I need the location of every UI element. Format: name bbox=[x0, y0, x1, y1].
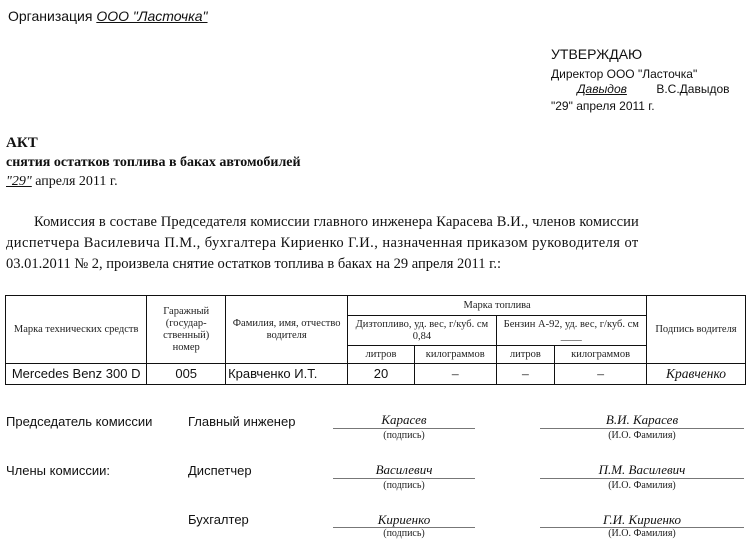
member2-name-caption: (И.О. Фамилия) bbox=[608, 528, 676, 539]
chair-name-caption: (И.О. Фамилия) bbox=[608, 430, 676, 441]
act-date bbox=[6, 174, 118, 190]
approval-signature: Давыдов bbox=[577, 82, 627, 96]
member1-position: Диспетчер bbox=[188, 463, 252, 478]
header-petrol-liters: литров bbox=[496, 346, 555, 364]
member2-signature-caption: (подпись) bbox=[383, 528, 425, 539]
body-text-line-2: диспетчера Василевича П.М., бухгалтера Кириенко Г.И., назначенная приказом руководителя от bbox=[6, 235, 639, 251]
member1-signature-line bbox=[333, 478, 475, 479]
header-diesel-kg: килограммов bbox=[414, 346, 496, 364]
member2-position: Бухгалтер bbox=[188, 512, 249, 527]
member1-signature-caption: (подпись) bbox=[383, 480, 425, 491]
header-petrol bbox=[496, 316, 646, 346]
cell-diesel-liters: 20 bbox=[348, 364, 415, 385]
chair-signature-caption: (подпись) bbox=[383, 430, 425, 441]
cell-diesel-kg: – bbox=[414, 364, 496, 385]
cell-garage: 005 bbox=[147, 364, 226, 385]
cell-petrol-liters: – bbox=[496, 364, 555, 385]
organization-label: Организация bbox=[8, 8, 93, 24]
chair-name: В.И. Карасев bbox=[605, 412, 679, 427]
member2-signature: Кириенко bbox=[377, 512, 431, 527]
organization-line bbox=[8, 8, 208, 24]
approval-signature-line bbox=[551, 82, 730, 96]
header-driver: Фамилия, имя, отчество водителя bbox=[226, 296, 348, 364]
body-text-line-1: Комиссия в составе Председателя комиссии главного инженера Карасева В.И., членов комиссии bbox=[34, 214, 639, 230]
member1-name: П.М. Василевич bbox=[598, 462, 686, 477]
act-date-day: "29" bbox=[6, 174, 32, 189]
member1-name-line bbox=[540, 478, 744, 479]
cell-driver: Кравченко И.Т. bbox=[226, 364, 348, 385]
table-row bbox=[6, 364, 746, 385]
body-text-line-3: 03.01.2011 № 2, произвела снятие остатков топлива в баках на 29 апреля 2011 г.: bbox=[6, 256, 502, 272]
act-date-rest: апреля 2011 г. bbox=[35, 174, 118, 189]
header-garage: Гаражный (государ-ственный) номер bbox=[147, 296, 226, 364]
approval-date: "29" апреля 2011 г. bbox=[551, 99, 655, 113]
member1-name-caption: (И.О. Фамилия) bbox=[608, 480, 676, 491]
header-diesel: Дизтопливо, уд. вес, г/куб. см 0,84 bbox=[348, 316, 496, 346]
chair-label: Председатель комиссии bbox=[6, 414, 153, 429]
header-signature: Подпись водителя bbox=[647, 296, 746, 364]
chair-signature-line bbox=[333, 428, 475, 429]
cell-brand: Mercedes Benz 300 D bbox=[6, 364, 147, 385]
approval-name: В.С.Давыдов bbox=[656, 82, 730, 96]
act-subtitle: снятия остатков топлива в баках автомобилей bbox=[6, 155, 301, 170]
chair-name-line bbox=[540, 428, 744, 429]
act-title: АКТ bbox=[6, 135, 38, 151]
header-fuel: Марка топлива bbox=[348, 296, 647, 316]
organization-name: ООО "Ласточка" bbox=[96, 8, 208, 24]
member1-signature: Василевич bbox=[375, 462, 433, 477]
header-petrol-kg: килограммов bbox=[555, 346, 647, 364]
members-label: Члены комиссии: bbox=[6, 463, 111, 478]
cell-signature: Кравченко bbox=[647, 364, 746, 385]
chair-signature: Карасев bbox=[381, 412, 427, 427]
fuel-table bbox=[5, 295, 746, 385]
header-diesel-liters: литров bbox=[348, 346, 415, 364]
approval-title: УТВЕРЖДАЮ bbox=[551, 46, 643, 62]
approval-position: Директор ООО "Ласточка" bbox=[551, 67, 698, 81]
header-petrol-blank: ____ bbox=[560, 330, 582, 342]
header-petrol-text: Бензин А-92, уд. вес, г/куб. см bbox=[503, 318, 639, 330]
header-brand: Марка технических средств bbox=[6, 296, 147, 364]
member2-name: Г.И. Кириенко bbox=[603, 512, 681, 527]
cell-petrol-kg: – bbox=[555, 364, 647, 385]
chair-position: Главный инженер bbox=[188, 414, 296, 429]
